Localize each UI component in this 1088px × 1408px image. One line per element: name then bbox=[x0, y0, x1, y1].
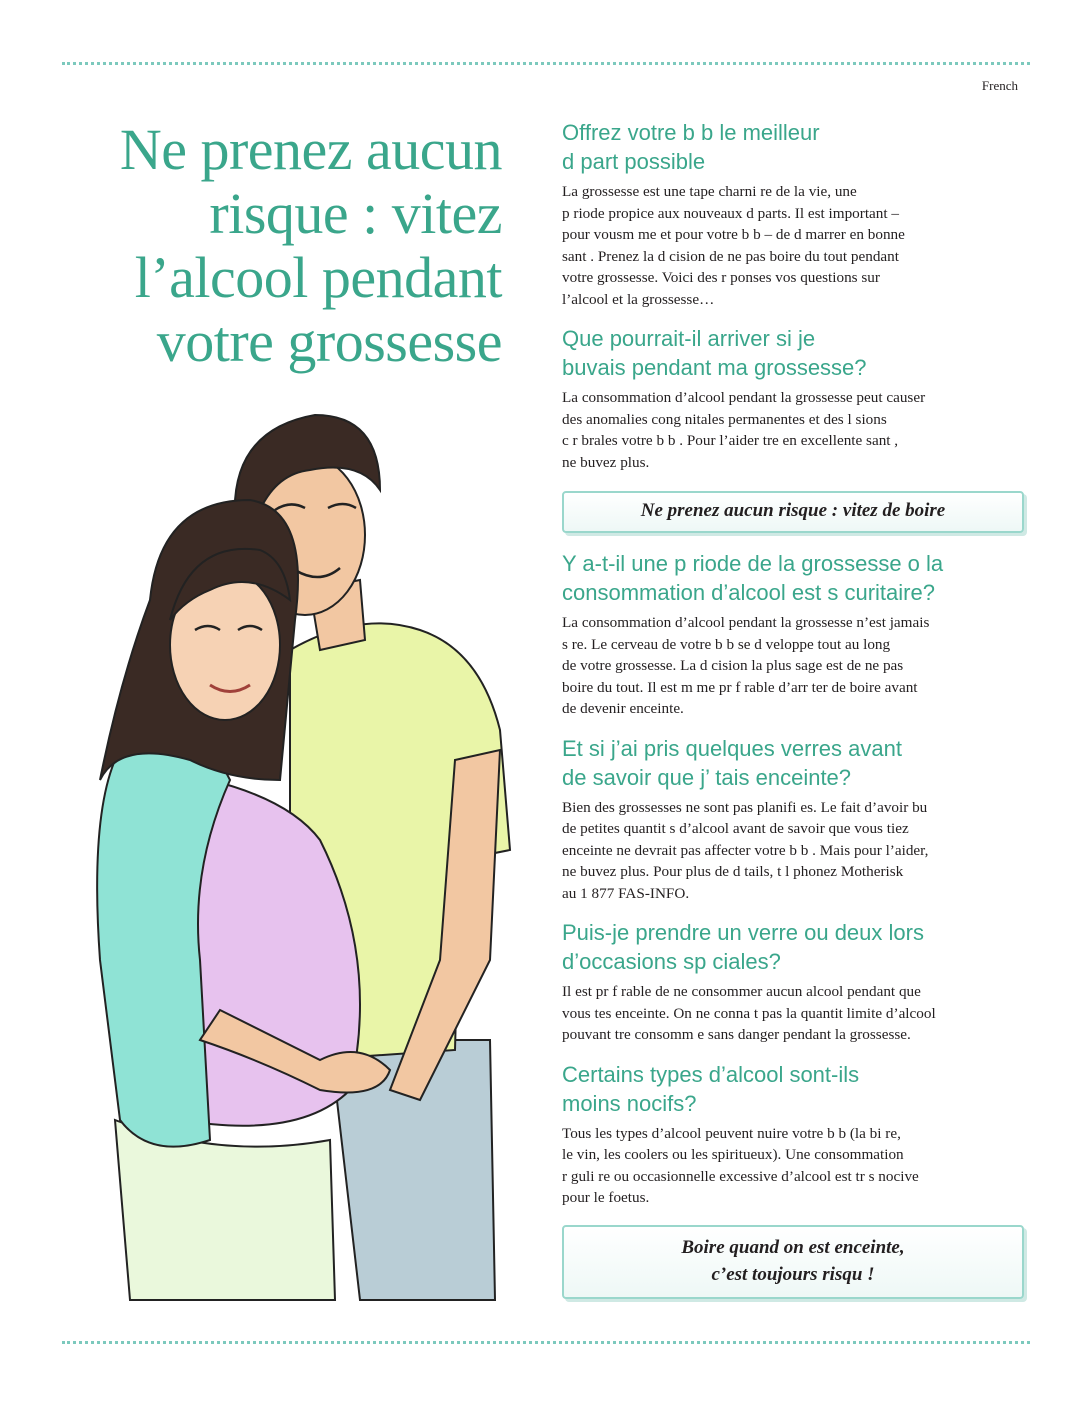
section-body bbox=[562, 612, 1030, 720]
section-heading bbox=[562, 1060, 1030, 1118]
body-line: votre grossesse. Voici des r ponses vos questions sur bbox=[562, 269, 880, 286]
heading-line: Que pourrait-il arriver si je bbox=[562, 326, 816, 351]
section-drinks-before-knowing bbox=[562, 734, 1030, 905]
section-body bbox=[562, 797, 1030, 905]
heading-line: Et si j’ai pris quelques verres avant bbox=[562, 735, 902, 761]
section-heading bbox=[562, 118, 1030, 176]
callout-line: c’est toujours risqu ! bbox=[711, 1263, 875, 1285]
section-body bbox=[562, 181, 1030, 310]
callout-no-risk bbox=[562, 491, 1024, 533]
section-safe-period bbox=[562, 549, 1030, 720]
body-line: p riode propice aux nouveaux d parts. Il est important – bbox=[562, 204, 899, 222]
body-line: s re. Le cerveau de votre b b se d veloppe tout au long bbox=[562, 635, 891, 653]
body-line: pour le foetus. bbox=[562, 1189, 650, 1206]
callout-line: Boire quand on est enceinte, bbox=[681, 1236, 905, 1258]
callout-always-risky bbox=[562, 1225, 1024, 1299]
heading-line: Puis-je prendre un verre ou deux lors bbox=[562, 920, 924, 945]
title-line: Ne prenez aucun bbox=[119, 117, 502, 182]
woman-skirt bbox=[115, 1120, 335, 1300]
language-label: French bbox=[981, 78, 1018, 93]
top-dotted-rule bbox=[62, 62, 1030, 65]
body-line: Tous les types d’alcool peuvent nuire votre b b (la bi re, bbox=[562, 1124, 901, 1142]
body-line: sant . Prenez la d cision de ne pas boire du tout pendant bbox=[562, 247, 899, 265]
title-line: l’alcool pendant bbox=[134, 245, 502, 310]
heading-line: d part possible bbox=[562, 149, 706, 174]
heading-line: buvais pendant ma grossesse? bbox=[562, 355, 867, 380]
callout-text: Ne prenez aucun risque : vitez de boire bbox=[640, 500, 946, 521]
body-line: La consommation d’alcool pendant la grossesse n’est jamais bbox=[562, 614, 930, 631]
body-line: Il est pr f rable de ne consommer aucun alcool pendant que bbox=[562, 983, 921, 1000]
page-title bbox=[40, 118, 502, 374]
section-heading bbox=[562, 324, 1030, 382]
heading-line: Certains types d’alcool sont-ils bbox=[562, 1061, 860, 1087]
section-heading bbox=[562, 918, 1030, 976]
heading-line: de savoir que j’ tais enceinte? bbox=[562, 764, 852, 790]
section-alcohol-types bbox=[562, 1060, 1030, 1209]
body-line: de petites quantit s d’alcool avant de savoir que vous tiez bbox=[562, 820, 909, 837]
couple-illustration bbox=[60, 400, 530, 1320]
section-heading bbox=[562, 549, 1030, 607]
heading-line: consommation d’alcool est s curitaire? bbox=[562, 580, 935, 605]
section-body bbox=[562, 981, 1030, 1046]
section-special-occasions bbox=[562, 918, 1030, 1046]
body-line: l’alcool et la grossesse… bbox=[562, 290, 715, 308]
body-line: La consommation d’alcool pendant la grossesse peut causer bbox=[562, 389, 926, 406]
section-fresh-start bbox=[562, 118, 1030, 310]
title-line: votre grossesse bbox=[156, 309, 502, 374]
body-line: Bien des grossesses ne sont pas planifi es. Le fait d’avoir bu bbox=[562, 798, 928, 816]
section-body bbox=[562, 387, 1030, 473]
heading-line: Offrez votre b b le meilleur bbox=[562, 120, 820, 145]
body-line: r guli re ou occasionnelle excessive d’alcool est tr s nocive bbox=[562, 1167, 919, 1185]
body-line: boire du tout. Il est m me pr f rable d’arr ter de boire avant bbox=[562, 678, 918, 696]
heading-line: moins nocifs? bbox=[562, 1090, 697, 1116]
body-line: de votre grossesse. La d cision la plus sage est de ne pas bbox=[562, 657, 904, 674]
body-line: de devenir enceinte. bbox=[562, 700, 684, 717]
body-line: ne buvez plus. bbox=[562, 453, 650, 471]
body-line: vous tes enceinte. On ne conna t pas la quantit limite d’alcool bbox=[562, 1004, 936, 1022]
heading-line: d’occasions sp ciales? bbox=[562, 949, 781, 974]
body-line: le vin, les coolers ou les spiritueux). Une consommation bbox=[562, 1146, 904, 1163]
body-line: c r brales votre b b . Pour l’aider tre en excellente sant , bbox=[562, 432, 899, 449]
body-line: ne buvez plus. Pour plus de d tails, t l phonez Motherisk bbox=[562, 863, 904, 880]
body-line: des anomalies cong nitales permanentes et des l sions bbox=[562, 410, 887, 428]
body-line: enceinte ne devrait pas affecter votre b b . Mais pour l’aider, bbox=[562, 841, 929, 859]
bottom-dotted-rule bbox=[62, 1341, 1030, 1344]
content-column bbox=[562, 118, 1030, 1299]
body-line: La grossesse est une tape charni re de la vie, une bbox=[562, 183, 857, 200]
body-line: pour vousm me et pour votre b b – de d marrer en bonne bbox=[562, 226, 905, 243]
heading-line: Y a-t-il une p riode de la grossesse o la bbox=[562, 551, 944, 576]
body-line: pouvant tre consomm e sans danger pendant la grossesse. bbox=[562, 1026, 911, 1043]
section-body bbox=[562, 1123, 1030, 1209]
section-heading bbox=[562, 734, 1030, 792]
title-line: risque : vitez bbox=[209, 181, 502, 246]
body-line: au 1 877 FAS-INFO. bbox=[562, 884, 690, 902]
section-what-could-happen bbox=[562, 324, 1030, 473]
